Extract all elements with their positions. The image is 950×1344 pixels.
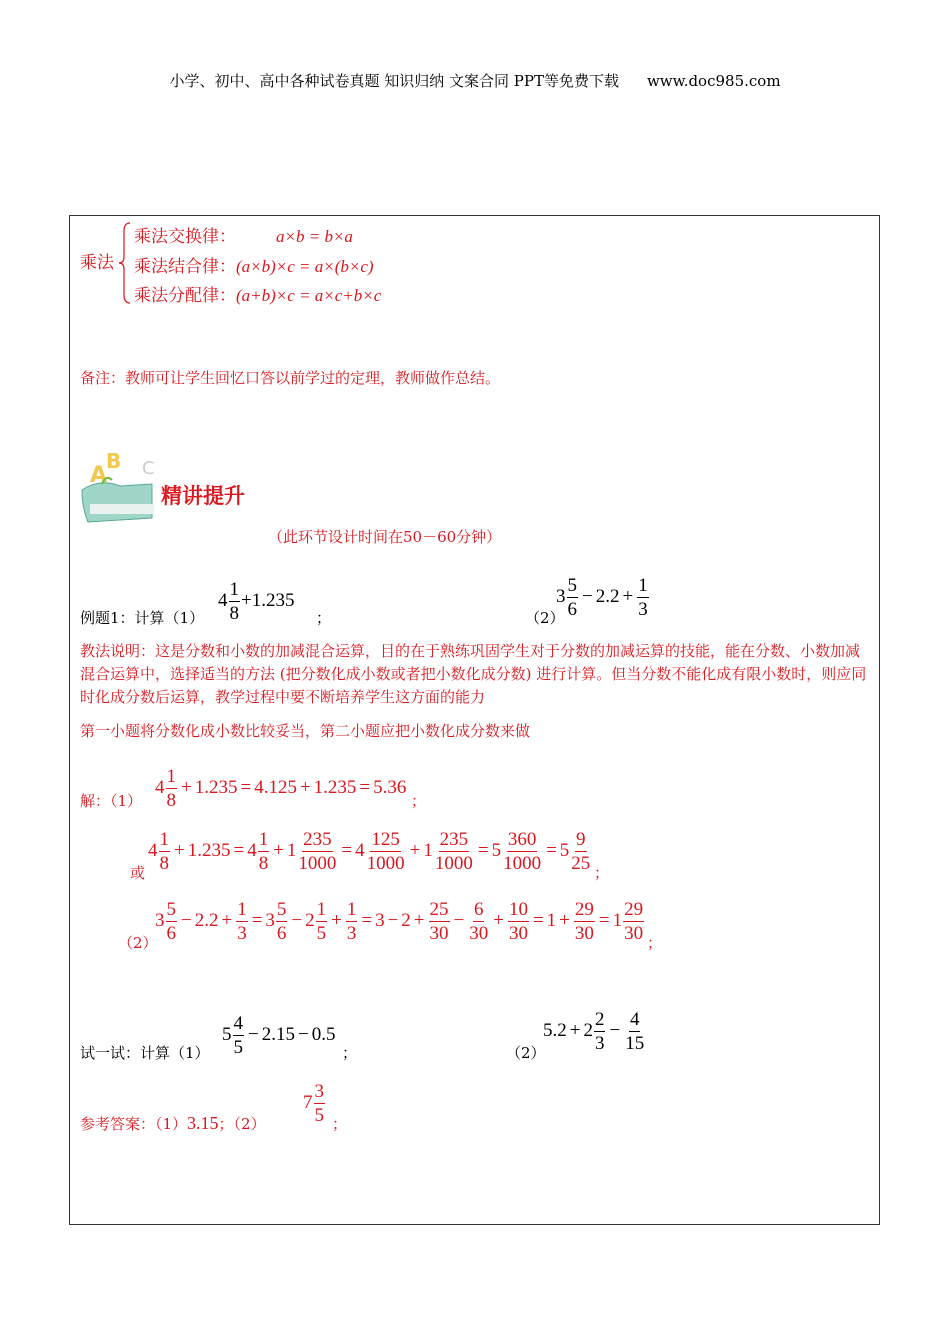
law-associative bbox=[134, 252, 374, 277]
or-label: 或 bbox=[130, 864, 146, 882]
hint-text: 第一小题将分数化成小数比较妥当，第二小题应把小数化成分数来做 bbox=[80, 722, 531, 740]
law-name: 乘法交换律： bbox=[134, 227, 236, 247]
solution-label: 解：（1） bbox=[80, 792, 143, 810]
example1-q2-label: （2） bbox=[525, 609, 565, 627]
section-title: 精讲提升 bbox=[161, 484, 245, 508]
answers-sep1: ；（2） bbox=[218, 1115, 266, 1133]
example1-label: 例题1：计算（1） bbox=[80, 609, 205, 627]
svg-text:B: B bbox=[106, 449, 122, 473]
answers-sep2: ； bbox=[332, 1115, 348, 1133]
try-q2-expr: 5.2 + 2 $\frac{2}{3}$ − $\frac{4}{15}$ bbox=[543, 1009, 645, 1054]
example1-sep: ； bbox=[316, 609, 332, 627]
example1-q1-expr: 4 $\frac{1}{8}$ +1.235 bbox=[218, 579, 295, 624]
law-formula: a×b = b×a bbox=[276, 227, 353, 246]
law-formula: (a×b)×c = a×(b×c) bbox=[236, 257, 374, 276]
solution1-sep: ； bbox=[411, 792, 427, 810]
law-commutative bbox=[134, 222, 353, 247]
header-text: 小学、初中、高中各种试卷真题 知识归纳 文案合同 PPT等免费下载 bbox=[169, 72, 619, 90]
solution1-alt-sep: ； bbox=[594, 864, 610, 882]
law-formula: (a+b)×c = a×c+b×c bbox=[236, 286, 382, 305]
header-site[interactable]: www.doc985.com bbox=[646, 72, 781, 90]
svg-text:C: C bbox=[142, 458, 155, 479]
law-distributive bbox=[134, 281, 381, 306]
section-time-note: （此环节设计时间在50－60分钟） bbox=[268, 528, 502, 546]
answer-1: 3.15 bbox=[187, 1113, 219, 1133]
try-q2-label: （2） bbox=[506, 1044, 546, 1062]
page-header bbox=[0, 70, 950, 91]
answers-prefix: 参考答案：（1） bbox=[80, 1115, 188, 1133]
try-label: 试一试：计算（1） bbox=[80, 1044, 210, 1062]
law-name: 乘法结合律： bbox=[134, 257, 236, 277]
solution1-expr: 4 $\frac{1}{8}$ + 1.235 = 4.125 + 1.235 = 5.36 bbox=[155, 766, 407, 811]
answer-2: 7 $\frac{3}{5}$ bbox=[303, 1081, 324, 1126]
try-sep: ； bbox=[342, 1044, 358, 1062]
laws-group-label: 乘法 bbox=[80, 253, 114, 273]
answers-label bbox=[80, 1113, 266, 1134]
try-q1-expr: 5 $\frac{4}{5}$ − 2.15 − 0.5 bbox=[222, 1013, 336, 1058]
teaching-note: 教法说明：这是分数和小数的加减混合运算，目的在于熟练巩固学生对于分数的加减运算的技能，能在分数、小数加减混合运算中，选择适当的方法 (把分数化成小数或者把小数化成分数) 进行计算。但当分数不能化成有限小数时，则应同时化成分数后运算，教学过程中要不断培养学生这方面的能力 bbox=[80, 642, 867, 706]
solution2-sep: ； bbox=[647, 934, 663, 952]
law-name: 乘法分配律： bbox=[134, 286, 236, 306]
brace-icon bbox=[118, 221, 132, 305]
svg-text:A: A bbox=[90, 463, 108, 488]
solution1-alt-expr: 4 $\frac{1}{8}$ + 1.235 = 4 $\frac{1}{8}$ + 1 $\frac{235}{1000}$ = 4 $\frac{125}{1000}$ + 1 $\frac{235}{1000}$ = 5 $\frac{360}{1000}$ = 5 $\frac{9}{25}$ bbox=[148, 829, 591, 874]
solution2-label: （2） bbox=[118, 934, 158, 952]
solution2-expr: 3 $\frac{5}{6}$ − 2.2 + $\frac{1}{3}$ = 3 $\frac{5}{6}$ − 2 $\frac{1}{5}$ + $\frac{1}{3}$ = 3 − 2 + $\frac{25}{30}$ − $\frac{6}{30}$ + $\frac{10}{30}$ = 1 + $\frac{29}{30}$ = 1 $\frac{29}{30}$ bbox=[155, 899, 644, 944]
example1-q2-expr: 3 $\frac{5}{6}$ − 2.2 + $\frac{1}{3}$ bbox=[556, 575, 648, 620]
remark-text: 备注：教师可让学生回忆口答以前学过的定理，教师做作总结。 bbox=[80, 369, 501, 387]
